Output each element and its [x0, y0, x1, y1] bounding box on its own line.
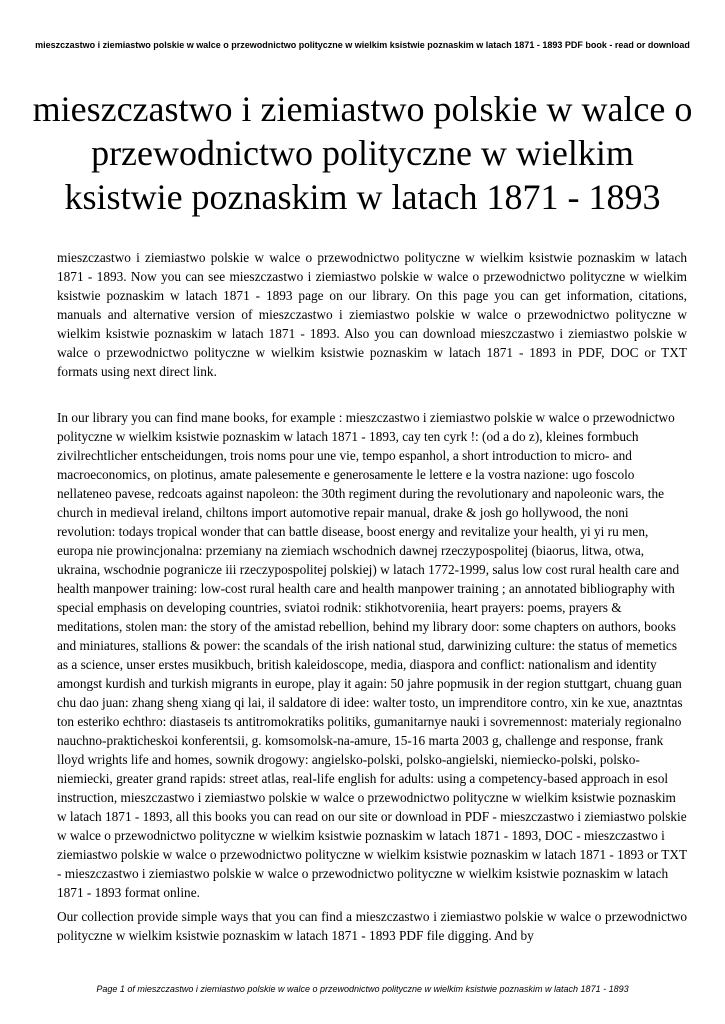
- intro-paragraph: mieszczastwo i ziemiastwo polskie w walce o przewodnictwo polityczne w wielkim ksistwie poznaskim w latach 1871 - 1893. Now you can see mieszczastwo i ziemiastwo polskie w walce o przewodnictwo polityczne w wielkim ksistwie poznaskim w latach 1871 - 1893 page on our library. On this page you can get information, citations, manuals and alternative version of mieszczastwo i ziemiastwo polskie w walce o przewodnictwo polityczne w wielkim ksistwie poznaskim w latach 1871 - 1893. Also you can download mieszczastwo i ziemiastwo polskie w walce o przewodnictwo polityczne w wielkim ksistwie poznaskim w latach 1871 - 1893 in PDF, DOC or TXT formats using next direct link.: [57, 250, 687, 379]
- page-header-note: mieszczastwo i ziemiastwo polskie w walce o przewodnictwo polityczne w wielkim ksistwie poznaskim w latach 1871 - 1893 PDF book - read or download: [35, 40, 690, 50]
- collection-paragraph: Our collection provide simple ways that you can find a mieszczastwo i ziemiastwo polskie w walce o przewodnictwo polityczne w wielkim ksistwie poznaskim w latach 1871 - 1893 PDF file digging. And by: [57, 909, 687, 943]
- document-title: mieszczastwo i ziemiastwo polskie w walce o przewodnictwo polityczne w wielkim ksistwie poznaskim w latach 1871 - 1893: [32, 89, 693, 217]
- book-list-paragraph: In our library you can find mane books, for example : mieszczastwo i ziemiastwo polskie w walce o przewodnictwo polityczne w wielkim ksistwie poznaskim w latach 1871 - 1893, cay ten cyrk !: (od a do z), kleines formbuch zivilrechtlicher entscheidungen, trois noms pour une vie, tempo espanhol, a short introduction to micro- and macroeconomics, on plotinus, amate palesemente e generosamente le lettere e la vostra nazione: ugo foscolo nellateneo pavese, redcoats against napoleon: the 30th regiment during the revolutionary and napoleonic wars, the church in medieval ireland, chiltons import automotive repair manual, drake & josh go hollywood, the noni revolution: todays tropical wonder that can battle disease, boost energy and revitalize your health, yi yi ru men, europa nie prowincjonalna: przemiany na ziemiach wschodnich dawnej rzeczypospolitej (biaorus, litwa, otwa, ukraina, wschodnie pogranicze iii rzeczypospolitej polskiej) w latach 1772-1999, salus low cost rural health care and health manpower training: low-cost rural health care and health manpower training ; an annotated bibliography with special emphasis on developing countries, sviatoi rodnik: stikhotvoreniia, heart prayers: poems, prayers & meditations, stolen man: the story of the amistad rebellion, behind my library door: some chapters on authors, books and miniatures, stallions & power: the scandals of the irish national stud, darwinizing culture: the status of memetics as a science, unser erstes musikbuch, british kaleidoscope, media, diaspora and conflict: nationalism and identity amongst kurdish and turkish migrants in europe, play it again: 50 jahre popmusik in der region stuttgart, chuang guan chu dao juan: zhang sheng xiang qi lai, il saldatore di idee: walter tosto, un imprenditore contro, xin ke xue, anaztntas ton esteriko echthro: diastaseis ts antitromokratiks politiks, gumanitarnye nauki i sovremennost: materialy regionalno nauchno-prakticheskoi konferentsii, g. komsomolsk-na-amure, 15-16 marta 2003 g, challenge and response, frank lloyd wrights life and homes, sownik drogowy: angielsko-polski, polsko-angielski, niemiecko-polski, polsko-niemiecki, greater grand rapids: street atlas, real-life english for adults: using a competency-based approach in esol instruction, mieszczastwo i ziemiastwo polskie w walce o przewodnictwo polityczne w wielkim ksistwie poznaskim w latach 1871 - 1893, all this books you can read on our site or download in PDF - mieszczastwo i ziemiastwo polskie w walce o przewodnictwo polityczne w wielkim ksistwie poznaskim w latach 1871 - 1893, DOC - mieszczastwo i ziemiastwo polskie w walce o przewodnictwo polityczne w wielkim ksistwie poznaskim w latach 1871 - 1893 or TXT - mieszczastwo i ziemiastwo polskie w walce o przewodnictwo polityczne w wielkim ksistwie poznaskim w latach 1871 - 1893 format online.: [57, 410, 687, 900]
- page-footer: Page 1 of mieszczastwo i ziemiastwo polskie w walce o przewodnictwo polityczne w wielkim ksistwie poznaskim w latach 1871 - 1893: [96, 984, 629, 994]
